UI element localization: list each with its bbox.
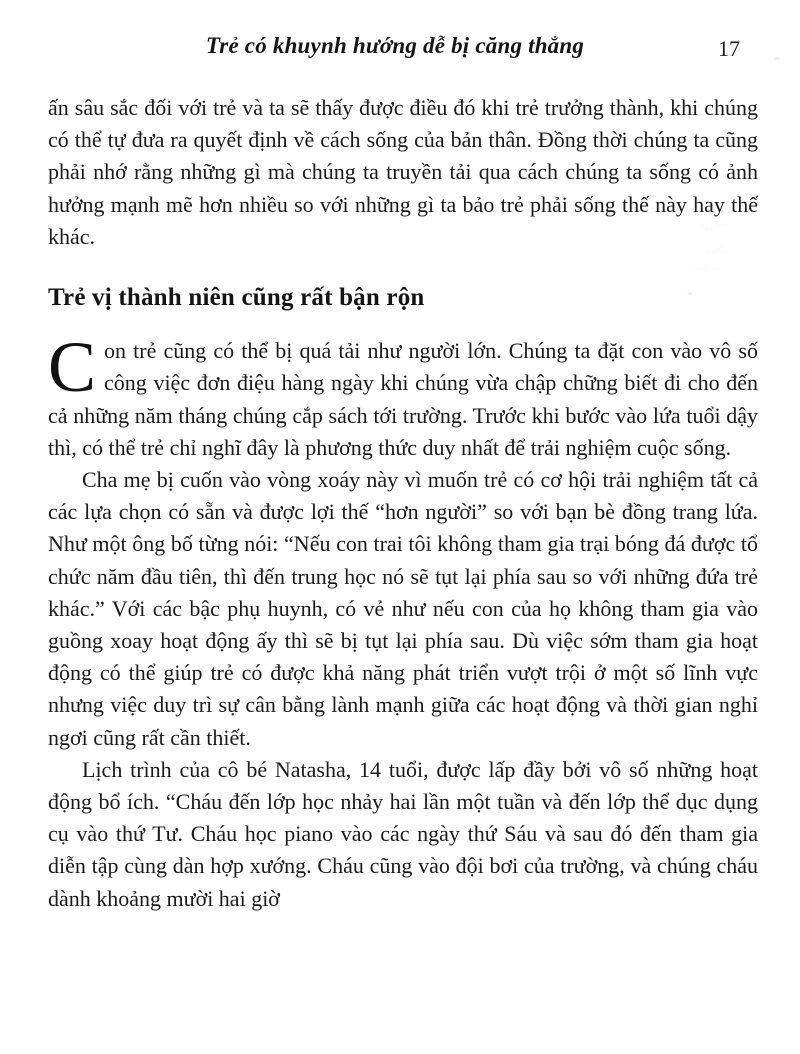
- section-heading: Trẻ vị thành niên cũng rất bận rộn: [48, 284, 425, 312]
- page-body: [48, 92, 758, 915]
- continuation-paragraph: ấn sâu sắc đối với trẻ và ta sẽ thấy được điều đó khi trẻ trưởng thành, khi chúng có thể tự đưa ra quyết định về cách sống của bản thân. Đồng thời chúng ta cũng phải nhớ rằng những gì mà chúng ta truyền tải qua cách chúng ta sống có ảnh hưởng mạnh mẽ hơn nhiều so với những gì ta bảo trẻ phải sống thế này hay thế khác.: [48, 95, 758, 249]
- drop-cap-letter: C: [48, 327, 97, 408]
- paragraph: Lịch trình của cô bé Natasha, 14 tuổi, được lấp đầy bởi vô số những hoạt động bổ ích. “Cháu đến lớp học nhảy hai lần một tuần và đến lớp thể dục dụng cụ vào thứ Tư. Cháu học piano vào các ngày thứ Sáu và sau đó đến tham gia diễn tập cùng dàn hợp xướng. Cháu cũng vào đội bơi của trường, và chúng cháu dành khoảng mười hai giờ: [48, 756, 758, 911]
- scan-speck: [688, 292, 692, 295]
- paragraph: Cha mẹ bị cuốn vào vòng xoáy này vì muốn trẻ có cơ hội trải nghiệm tất cả các lựa chọn có sẵn và được lợi thế “hơn người” so với bạn bè đồng trang lứa. Như một ông bố từng nói: “Nếu con trai tôi không tham gia trại bóng đá được tổ chức năm đầu tiên, thì đến trung học nó sẽ tụt lại phía sau so với những đứa trẻ khác.” Với các bậc phụ huynh, có vẻ như nếu con của họ không tham gia vào guồng xoay hoạt động ấy thì sẽ bị tụt lại phía sau. Dù việc sớm tham gia hoạt động có thể giúp trẻ có được khả năng phát triển vượt trội ở một số lĩnh vực nhưng việc duy trì sự cân bằng lành mạnh giữa các hoạt động và thời gian nghỉ ngơi cũng rất cần thiết.: [48, 467, 758, 750]
- scan-bleed-artifact: ∴⁖·: [706, 244, 728, 259]
- drop-cap-paragraph: [48, 327, 758, 464]
- scan-bleed-artifact: ·‥···: [700, 219, 728, 234]
- drop-cap-paragraph-text: on trẻ cũng có thể bị quá tải như người lớn. Chúng ta đặt con vào vô số công việc đơn điệu hàng ngày khi chúng vừa chập chững biết đi cho đến cả những năm tháng chúng cắp sách tới trường. Trước khi bước vào lứa tuổi dậy thì, có thể trẻ chỉ nghĩ đây là phương thức duy nhất để trải nghiệm cuộc sống.: [48, 338, 758, 460]
- scan-bleed-artifact: ·⁘··: [694, 263, 720, 278]
- page-header: [48, 33, 742, 67]
- running-header-title: Trẻ có khuynh hướng dễ bị căng thẳng: [205, 33, 585, 58]
- scan-speck: [774, 57, 780, 60]
- page-number: 17: [718, 36, 740, 61]
